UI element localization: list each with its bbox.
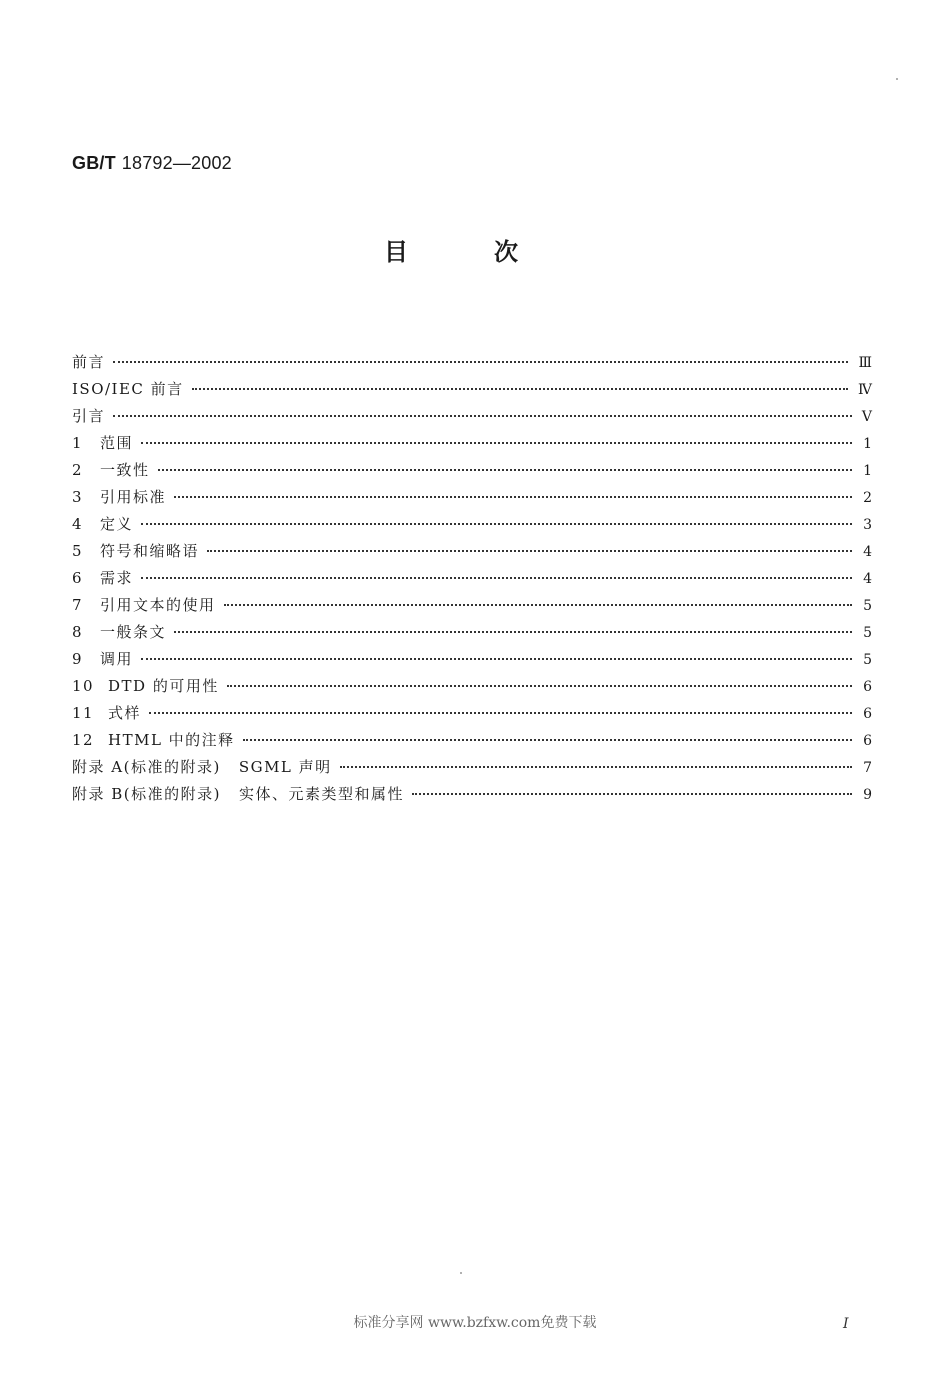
dot-leader xyxy=(227,685,852,687)
toc-entry-number: 5 xyxy=(72,542,84,560)
toc-entry-title xyxy=(100,567,133,588)
toc-entry-title xyxy=(108,729,235,750)
toc-entry-title xyxy=(100,459,150,480)
toc-entry-page: 7 xyxy=(863,760,872,776)
toc-entry-title xyxy=(100,648,133,669)
toc-entry-page: 2 xyxy=(863,490,872,506)
toc-entry-label: DTD 的可用性 xyxy=(108,677,219,695)
dot-leader xyxy=(149,712,852,714)
standard-code-number: 18792—2002 xyxy=(121,153,232,173)
toc-entry-title xyxy=(100,432,133,453)
dot-leader xyxy=(141,658,852,660)
toc-entry[interactable] xyxy=(72,594,872,621)
scan-speck xyxy=(896,78,898,80)
toc-entry-label: 定义 xyxy=(100,515,134,533)
toc-entry-title xyxy=(100,621,166,642)
toc-entry-page: 9 xyxy=(863,787,872,803)
toc-entry-label: 一般条文 xyxy=(100,623,167,641)
toc-entry-label: 式样 xyxy=(108,704,142,722)
dot-leader xyxy=(192,388,848,390)
page-number: I xyxy=(843,1316,849,1332)
toc-entry-page: Ⅳ xyxy=(858,382,872,398)
toc-entry[interactable] xyxy=(72,513,872,540)
toc-entry-title xyxy=(72,405,105,426)
table-of-contents xyxy=(72,351,872,810)
toc-entry[interactable] xyxy=(72,648,872,675)
toc-entry-label: 需求 xyxy=(100,569,134,587)
toc-entry-number: 7 xyxy=(72,596,84,614)
dot-leader xyxy=(113,361,848,363)
toc-entry-number: 4 xyxy=(72,515,84,533)
toc-entry[interactable] xyxy=(72,459,872,486)
toc-entry-number: 2 xyxy=(72,461,84,479)
dot-leader xyxy=(113,415,852,417)
toc-entry-number: 9 xyxy=(72,650,84,668)
toc-entry-label: 前言 xyxy=(72,353,106,371)
toc-entry-label: HTML 中的注释 xyxy=(108,731,235,749)
toc-entry-title xyxy=(108,702,141,723)
toc-entry-label: 引用标准 xyxy=(100,488,167,506)
dot-leader xyxy=(141,577,852,579)
toc-entry-label: 引言 xyxy=(72,407,106,425)
toc-entry-page: 6 xyxy=(863,679,872,695)
toc-entry[interactable] xyxy=(72,432,872,459)
dot-leader xyxy=(243,739,852,741)
toc-entry-page: 5 xyxy=(863,652,872,668)
toc-entry-label: 一致性 xyxy=(100,461,150,479)
toc-entry-number: 8 xyxy=(72,623,84,641)
toc-entry-subtitle: 实体、元素类型和属性 xyxy=(239,785,405,803)
toc-entry-page: 5 xyxy=(863,625,872,641)
toc-entry[interactable] xyxy=(72,621,872,648)
toc-entry[interactable] xyxy=(72,675,872,702)
toc-entry-number: 1 xyxy=(72,434,84,452)
toc-entry[interactable] xyxy=(72,405,872,432)
toc-entry-page: 6 xyxy=(863,733,872,749)
toc-entry-title xyxy=(100,594,216,615)
toc-entry-label: 附录 A(标准的附录) xyxy=(72,758,221,776)
toc-entry-number: 10 xyxy=(72,677,95,695)
toc-entry-title xyxy=(72,783,404,804)
toc-entry[interactable] xyxy=(72,378,872,405)
toc-entry-page: 5 xyxy=(863,598,872,614)
toc-entry-label: 附录 B(标准的附录) xyxy=(72,785,221,803)
toc-entry-number: 3 xyxy=(72,488,84,506)
toc-entry[interactable] xyxy=(72,702,872,729)
toc-entry-title xyxy=(100,540,199,561)
toc-entry-page: 4 xyxy=(863,571,872,587)
toc-entry[interactable] xyxy=(72,351,872,378)
dot-leader xyxy=(174,496,852,498)
standard-code xyxy=(72,153,232,174)
toc-entry-title xyxy=(72,351,105,372)
dot-leader xyxy=(224,604,852,606)
standard-code-prefix: GB/T xyxy=(72,153,116,173)
toc-entry-number: 12 xyxy=(72,731,95,749)
toc-entry-page: 3 xyxy=(863,517,872,533)
toc-entry[interactable] xyxy=(72,567,872,594)
dot-leader xyxy=(412,793,852,795)
toc-entry-title xyxy=(72,378,184,399)
toc-entry-title xyxy=(100,513,133,534)
dot-leader xyxy=(141,523,852,525)
toc-entry-title xyxy=(108,675,219,696)
dot-leader xyxy=(174,631,852,633)
toc-entry-number: 11 xyxy=(72,704,95,722)
scan-speck xyxy=(460,1272,462,1274)
toc-entry-page: 1 xyxy=(863,463,872,479)
toc-entry-title xyxy=(100,486,166,507)
toc-entry[interactable] xyxy=(72,486,872,513)
toc-entry[interactable] xyxy=(72,729,872,756)
toc-entry-page: 1 xyxy=(863,436,872,452)
toc-entry-label: 调用 xyxy=(100,650,134,668)
toc-entry[interactable] xyxy=(72,783,872,810)
toc-entry-label: 符号和缩略语 xyxy=(100,542,200,560)
dot-leader xyxy=(158,469,852,471)
dot-leader xyxy=(141,442,852,444)
toc-entry-page: 6 xyxy=(863,706,872,722)
toc-entry-page: Ⅴ xyxy=(861,409,872,425)
toc-entry-subtitle: SGML 声明 xyxy=(238,758,332,776)
toc-entry-label: 引用文本的使用 xyxy=(100,596,216,614)
dot-leader xyxy=(340,766,852,768)
toc-entry[interactable] xyxy=(72,756,872,783)
dot-leader xyxy=(207,550,852,552)
toc-entry[interactable] xyxy=(72,540,872,567)
footer-watermark: 标准分享网 www.bzfxw.com免费下载 xyxy=(353,1315,597,1331)
toc-entry-title xyxy=(72,756,332,777)
toc-entry-number: 6 xyxy=(72,569,84,587)
toc-entry-label: 范围 xyxy=(100,434,134,452)
page-title: 目次 xyxy=(384,238,604,266)
toc-entry-page: 4 xyxy=(863,544,872,560)
toc-entry-page: Ⅲ xyxy=(858,355,872,371)
toc-entry-label: ISO/IEC 前言 xyxy=(72,380,184,398)
